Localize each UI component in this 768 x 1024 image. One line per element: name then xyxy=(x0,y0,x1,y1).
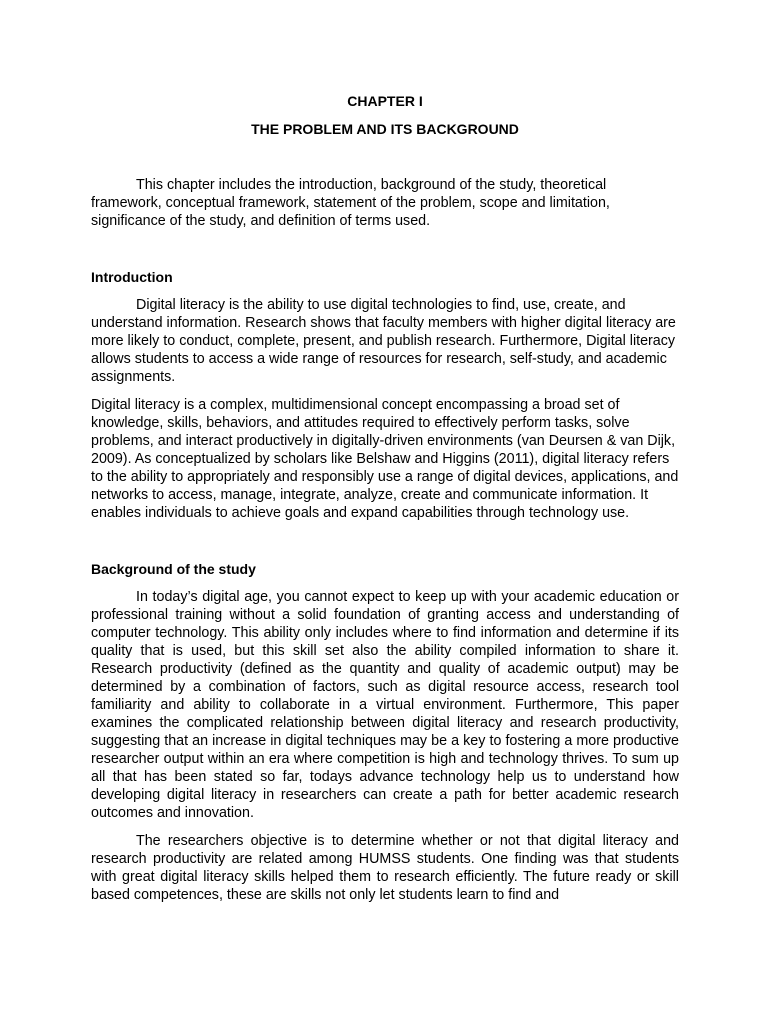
document-body xyxy=(91,92,679,904)
chapter-title: THE PROBLEM AND ITS BACKGROUND xyxy=(251,121,519,137)
section-heading-background: Background of the study xyxy=(91,561,256,577)
background-paragraph-1: In today’s digital age, you cannot expect to keep up with your academic education or professional training without a solid foundation of granting access and understanding of computer technology. This ability only includes where to find information and determine if its quality that is used, but this skill set also the ability compiled information to share it. Research productivity (defined as the quantity and quality of academic output) may be determined by a combination of factors, such as digital resource access, research tool familiarity and ability to collaborate in a virtual environment. Furthermore, This paper examines the complicated relationship between digital literacy and research productivity, suggesting that an increase in digital techniques may be a key to fostering a more productive researcher output within an era where competition is high and technology thrives. To sum up all that has been stated so far, todays advance technology help us to understand how developing digital literacy in researchers can create a path for better academic research outcomes and innovation. xyxy=(91,589,679,821)
introduction-paragraph-2: Digital literacy is a complex, multidimensional concept encompassing a broad set of knowledge, skills, behaviors, and attitudes required to effectively perform tasks, solve problems, and interact productively in digitally-driven environments (van Deursen & van Dijk, 2009). As conceptualized by scholars like Belshaw and Higgins (2011), digital literacy refers to the ability to appropriately and responsibly use a range of digital devices, applications, and networks to access, manage, integrate, analyze, create and communicate information. It enables individuals to achieve goals and expand capabilities through technology use. xyxy=(91,397,679,521)
chapter-label: CHAPTER I xyxy=(347,93,423,109)
chapter-intro-paragraph: This chapter includes the introduction, background of the study, theoretical framework, conceptual framework, statement of the problem, scope and limitation, significance of the study, and definition of terms used. xyxy=(91,177,610,229)
introduction-paragraph-1: Digital literacy is the ability to use digital technologies to find, use, create, and understand information. Research shows that faculty members with higher digital literacy are more likely to conduct, complete, present, and publish research. Furthermore, Digital literacy allows students to access a wide range of resources for research, self-study, and academic assignments. xyxy=(91,297,676,385)
background-paragraph-2: The researchers objective is to determine whether or not that digital literacy and research productivity are related among HUMSS students. One finding was that students with great digital literacy skills helped them to research efficiently. The future ready or skill based competences, these are skills not only let students learn to find and xyxy=(91,833,679,903)
section-heading-introduction: Introduction xyxy=(91,269,173,285)
